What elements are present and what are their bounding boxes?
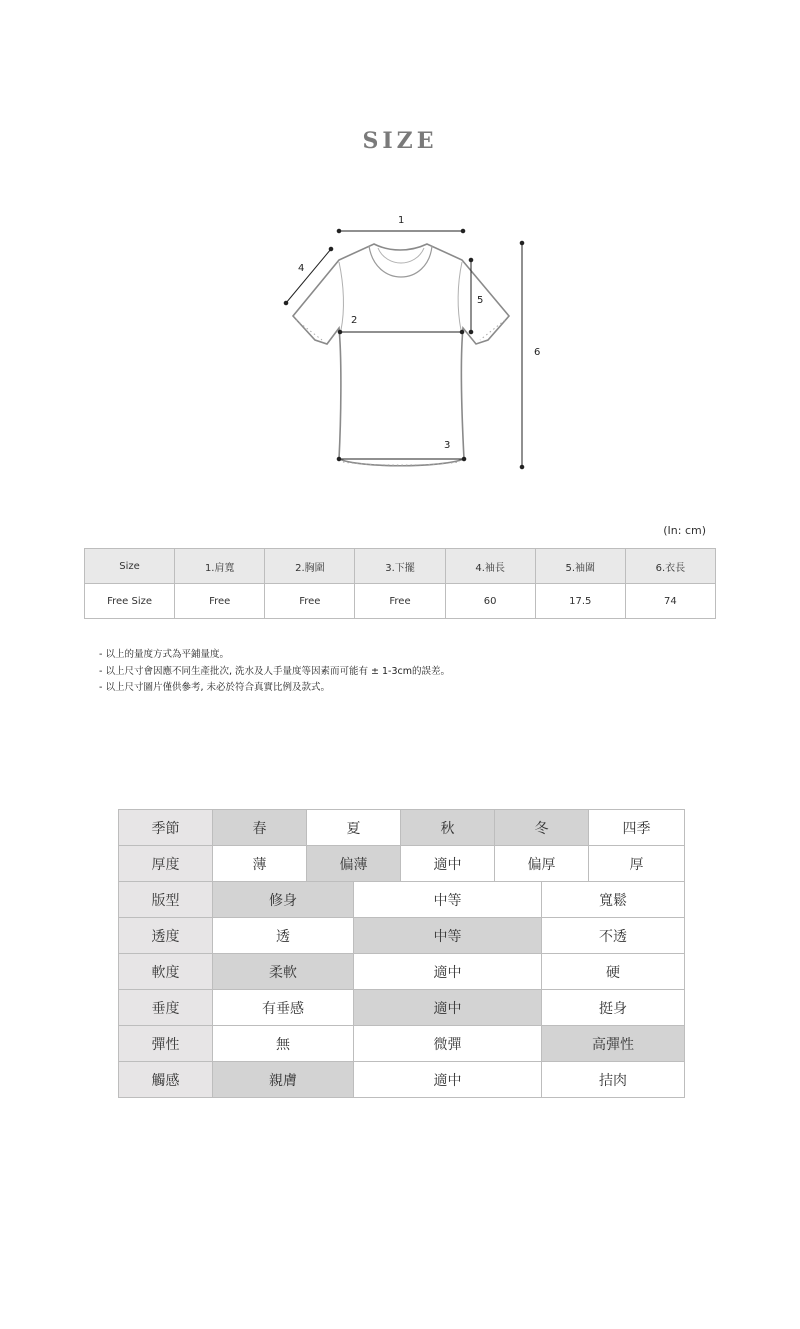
tshirt-diagram: [270, 205, 541, 475]
option-cell: 春: [213, 810, 307, 846]
property-label: 厚度: [119, 846, 213, 882]
row-thickness: [119, 846, 685, 882]
size-header-cell: 6.衣長: [625, 549, 715, 584]
row-softness: [119, 954, 685, 990]
option-cell: 中等: [354, 918, 542, 954]
size-table-header: [85, 549, 716, 584]
measure-2-label: 2: [351, 315, 358, 326]
measure-6-label: 6: [534, 347, 541, 358]
option-cell: 硬: [542, 954, 685, 990]
option-cell: 不透: [542, 918, 685, 954]
size-header-cell: 2.胸圍: [265, 549, 355, 584]
note-line: - 以上尺寸圖片僅供參考, 未必於符合真實比例及款式。: [99, 682, 330, 693]
option-cell: 薄: [213, 846, 307, 882]
option-cell: 有垂感: [213, 990, 354, 1026]
option-cell: 微彈: [354, 1026, 542, 1062]
option-cell: 冬: [495, 810, 589, 846]
option-cell: 拮肉: [542, 1062, 685, 1098]
property-label: 軟度: [119, 954, 213, 990]
measure-5-label: 5: [477, 295, 484, 306]
option-cell: 四季: [589, 810, 685, 846]
measure-3-label: 3: [444, 440, 451, 451]
note-line: - 以上尺寸會因應不同生產批次, 洗水及人手量度等因素而可能有 ± 1-3cm的誤差。: [99, 665, 450, 677]
size-header-cell: 3.下擺: [355, 549, 445, 584]
property-label: 彈性: [119, 1026, 213, 1062]
size-cell: 60: [445, 584, 535, 619]
row-season: [119, 810, 685, 846]
size-header-cell: Size: [85, 549, 175, 584]
property-label: 垂度: [119, 990, 213, 1026]
size-cell: Free Size: [85, 584, 175, 619]
property-label: 透度: [119, 918, 213, 954]
property-label: 季節: [119, 810, 213, 846]
option-cell: 適中: [401, 846, 495, 882]
option-cell: 高彈性: [542, 1026, 685, 1062]
measure-4-label: 4: [298, 263, 305, 274]
measure-1-line: [337, 229, 465, 233]
option-cell: 修身: [213, 882, 354, 918]
size-cell: Free: [265, 584, 355, 619]
unit-label: (In: cm): [663, 524, 706, 537]
option-cell: 柔軟: [213, 954, 354, 990]
size-table: [84, 548, 716, 619]
property-label: 觸感: [119, 1062, 213, 1098]
table-row: [85, 584, 716, 619]
row-touch: [119, 1062, 685, 1098]
note-line: - 以上的量度方式為平鋪量度。: [99, 649, 229, 660]
size-header-cell: 1.肩寬: [175, 549, 265, 584]
option-cell: 親膚: [213, 1062, 354, 1098]
row-elasticity: [119, 1026, 685, 1062]
fabric-properties-table: [118, 809, 685, 1098]
size-header-cell: 4.袖長: [445, 549, 535, 584]
size-cell: Free: [355, 584, 445, 619]
measure-1-label: 1: [398, 215, 405, 226]
option-cell: 適中: [354, 1062, 542, 1098]
option-cell: 挺身: [542, 990, 685, 1026]
option-cell: 適中: [354, 990, 542, 1026]
option-cell: 偏薄: [307, 846, 401, 882]
option-cell: 無: [213, 1026, 354, 1062]
row-drape: [119, 990, 685, 1026]
option-cell: 適中: [354, 954, 542, 990]
measurement-notes: [99, 647, 450, 697]
row-fit: [119, 882, 685, 918]
option-cell: 偏厚: [495, 846, 589, 882]
measure-6-line: [520, 241, 524, 469]
option-cell: 秋: [401, 810, 495, 846]
option-cell: 中等: [354, 882, 542, 918]
option-cell: 夏: [307, 810, 401, 846]
size-cell: 17.5: [535, 584, 625, 619]
property-label: 版型: [119, 882, 213, 918]
size-cell: Free: [175, 584, 265, 619]
row-sheer: [119, 918, 685, 954]
option-cell: 寬鬆: [542, 882, 685, 918]
page-title: SIZE: [362, 128, 438, 154]
size-header-cell: 5.袖圍: [535, 549, 625, 584]
option-cell: 透: [213, 918, 354, 954]
size-cell: 74: [625, 584, 715, 619]
option-cell: 厚: [589, 846, 685, 882]
